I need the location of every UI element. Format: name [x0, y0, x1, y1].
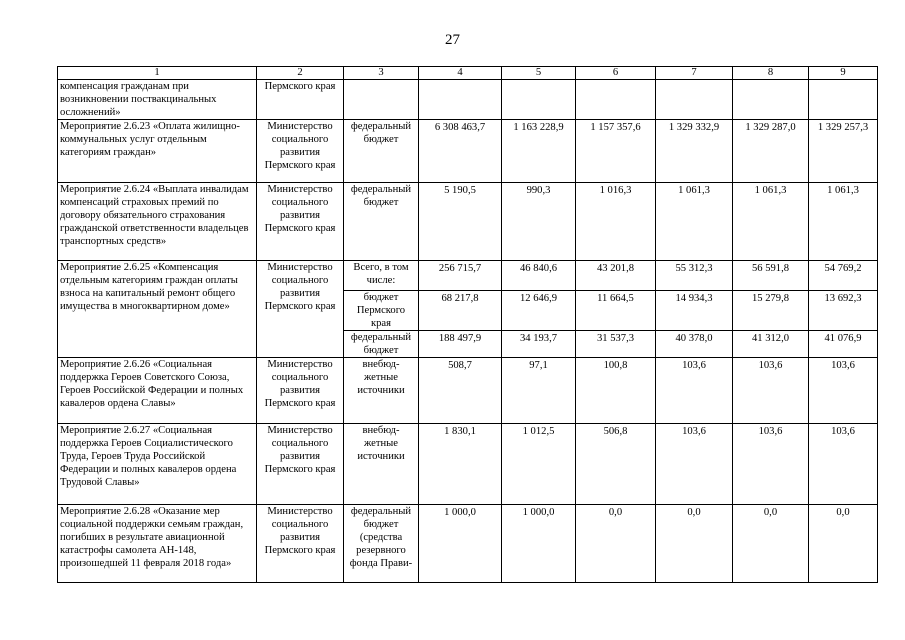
measure-name-cell: Мероприятие 2.6.27 «Социальная поддержка Героев Социалистического Труда, Героев Труда Российской Федерации и полных кавалеров ордена Трудовой Славы»	[58, 424, 257, 505]
executor-cell: Министерство социального развития Пермского края	[257, 505, 344, 583]
value-cell: 1 061,3	[733, 183, 809, 261]
value-cell	[502, 80, 576, 120]
value-cell: 188 497,9	[419, 331, 502, 358]
value-cell: 1 163 228,9	[502, 120, 576, 183]
value-cell: 1 000,0	[502, 505, 576, 583]
value-cell: 15 279,8	[733, 291, 809, 331]
table-row	[58, 183, 878, 261]
value-cell: 97,1	[502, 358, 576, 424]
column-header: 9	[809, 67, 878, 80]
column-header: 8	[733, 67, 809, 80]
measure-name-cell: Мероприятие 2.6.24 «Выплата инвалидам компенсаций страховых премий по договору обязательного страхования гражданской ответственности владельцев транспортных средств»	[58, 183, 257, 261]
value-cell	[419, 80, 502, 120]
value-cell	[809, 80, 878, 120]
value-cell: 41 076,9	[809, 331, 878, 358]
table-row	[58, 120, 878, 183]
value-cell: 1 061,3	[656, 183, 733, 261]
executor-cell: Министерство социального развития Пермского края	[257, 183, 344, 261]
value-cell: 5 190,5	[419, 183, 502, 261]
value-cell: 1 157 357,6	[576, 120, 656, 183]
table-row	[58, 261, 878, 291]
measure-name-cell: Мероприятие 2.6.25 «Компенсация отдельным категориям граждан оплаты взноса на капитальный ремонт общего имущества в многоквартирном доме»	[58, 261, 257, 358]
funding-source-cell: внебюд-жетные источники	[344, 424, 419, 505]
value-cell: 103,6	[809, 358, 878, 424]
column-header: 2	[257, 67, 344, 80]
table-row	[58, 424, 878, 505]
value-cell: 12 646,9	[502, 291, 576, 331]
value-cell	[733, 80, 809, 120]
value-cell: 103,6	[656, 358, 733, 424]
value-cell: 0,0	[809, 505, 878, 583]
table-row	[58, 358, 878, 424]
value-cell: 100,8	[576, 358, 656, 424]
value-cell	[656, 80, 733, 120]
value-cell: 0,0	[656, 505, 733, 583]
value-cell: 1 329 332,9	[656, 120, 733, 183]
funding-source-cell	[344, 80, 419, 120]
value-cell: 43 201,8	[576, 261, 656, 291]
value-cell: 1 329 287,0	[733, 120, 809, 183]
funding-source-cell: Всего, в том числе:	[344, 261, 419, 291]
value-cell: 103,6	[733, 358, 809, 424]
value-cell: 6 308 463,7	[419, 120, 502, 183]
column-header: 5	[502, 67, 576, 80]
column-header: 6	[576, 67, 656, 80]
value-cell: 1 016,3	[576, 183, 656, 261]
value-cell: 0,0	[576, 505, 656, 583]
funding-source-cell: федеральный бюджет	[344, 183, 419, 261]
funding-source-cell: федеральный бюджет	[344, 120, 419, 183]
executor-cell: Министерство социального развития Пермского края	[257, 120, 344, 183]
value-cell: 41 312,0	[733, 331, 809, 358]
value-cell: 14 934,3	[656, 291, 733, 331]
executor-cell: Министерство социального развития Пермского края	[257, 424, 344, 505]
column-number-row	[58, 67, 878, 80]
value-cell: 34 193,7	[502, 331, 576, 358]
value-cell: 54 769,2	[809, 261, 878, 291]
funding-source-cell: федеральный бюджет (средства резервного фонда Прави-	[344, 505, 419, 583]
value-cell: 13 692,3	[809, 291, 878, 331]
column-header: 1	[58, 67, 257, 80]
value-cell: 1 012,5	[502, 424, 576, 505]
value-cell: 11 664,5	[576, 291, 656, 331]
value-cell: 1 061,3	[809, 183, 878, 261]
measure-name-cell: Мероприятие 2.6.26 «Социальная поддержка Героев Советского Союза, Героев Российской Федерации и полных кавалеров ордена Славы»	[58, 358, 257, 424]
value-cell: 56 591,8	[733, 261, 809, 291]
value-cell: 55 312,3	[656, 261, 733, 291]
value-cell: 103,6	[656, 424, 733, 505]
value-cell: 103,6	[733, 424, 809, 505]
measure-name-cell: Мероприятие 2.6.28 «Оказание мер социальной поддержки семьям граждан, погибших в результате авиационной катастрофы самолета АН-148, произошедшей 11 февраля 2018 года»	[58, 505, 257, 583]
funding-source-cell: внебюд-жетные источники	[344, 358, 419, 424]
funding-source-cell: федеральный бюджет	[344, 331, 419, 358]
value-cell: 68 217,8	[419, 291, 502, 331]
value-cell: 1 329 257,3	[809, 120, 878, 183]
value-cell: 40 378,0	[656, 331, 733, 358]
value-cell: 990,3	[502, 183, 576, 261]
executor-cell: Министерство социального развития Пермского края	[257, 358, 344, 424]
measure-name-cell: Мероприятие 2.6.23 «Оплата жилищно-коммунальных услуг отдельным категориям граждан»	[58, 120, 257, 183]
column-header: 4	[419, 67, 502, 80]
executor-cell: Министерство социального развития Пермского края	[257, 261, 344, 358]
value-cell: 103,6	[809, 424, 878, 505]
value-cell: 1 830,1	[419, 424, 502, 505]
table-row	[58, 505, 878, 583]
value-cell: 0,0	[733, 505, 809, 583]
value-cell: 46 840,6	[502, 261, 576, 291]
funding-source-cell: бюджет Пермского края	[344, 291, 419, 331]
value-cell: 1 000,0	[419, 505, 502, 583]
column-header: 7	[656, 67, 733, 80]
value-cell: 506,8	[576, 424, 656, 505]
column-header: 3	[344, 67, 419, 80]
page-number: 27	[445, 32, 460, 48]
value-cell: 31 537,3	[576, 331, 656, 358]
value-cell: 508,7	[419, 358, 502, 424]
executor-cell: Пермского края	[257, 80, 344, 120]
budget-table	[57, 66, 878, 583]
value-cell	[576, 80, 656, 120]
value-cell: 256 715,7	[419, 261, 502, 291]
measure-name-cell: компенсация гражданам при возникновении поствакцинальных осложнений»	[58, 80, 257, 120]
table-row	[58, 80, 878, 120]
